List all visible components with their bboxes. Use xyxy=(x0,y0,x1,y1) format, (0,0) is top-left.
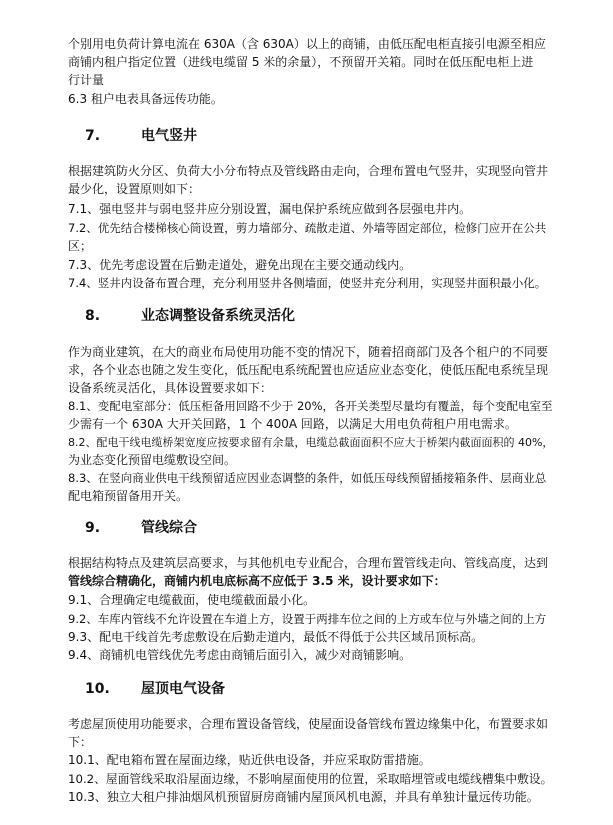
section-8-heading xyxy=(0,306,613,326)
intro-line-2: 商铺内租户指定位置（进线电缆留 5 米的余量），不预留开关箱。同时在低压配电柜上进 xyxy=(68,55,534,69)
section-10-para-line-1: 考虑屋顶使用功能要求，合理布置设备管线，使屋面设备管线布置边缘集中化，布置要求如 xyxy=(68,717,549,731)
intro-item-6-3: 6.3 租户电表具备远传功能。 xyxy=(68,92,223,106)
section-7-number: 7. xyxy=(85,128,101,144)
section-8-para-line-1: 作为商业建筑，在大的商业布局使用功能不变的情况下，随着招商部门及各个租户的不同要 xyxy=(68,345,549,359)
section-9-item-2: 9.2、车库内管线不允许设置在车道上方，设置于两排车位之间的上方或车位与外墙之间的上方 xyxy=(68,612,547,626)
section-10-item-1: 10.1、配电箱布置在屋面边缘，贴近供电设备，并应采取防雷措施。 xyxy=(68,753,431,767)
section-9-heading xyxy=(0,518,613,538)
section-10-title: 屋顶电气设备 xyxy=(141,681,225,697)
section-9-title: 管线综合 xyxy=(141,520,197,536)
section-7-item-2-line-1: 7.2、优先结合楼梯核心筒设置，剪力墙部分、疏散走道、外墙等固定部位，检修门应开在公共 xyxy=(68,221,547,235)
section-9-item-3: 9.3、配电干线首先考虑敷设在后勤走道内，最低不得低于公共区域吊顶标高。 xyxy=(68,630,484,644)
section-8-item-2-line-1: 8.2、配电干线电缆桥架宽度应按要求留有余量，电缆总截面面积不应大于桥架内截面面积的 40%， xyxy=(68,436,554,449)
section-7-item-2-line-2: 区； xyxy=(68,239,93,253)
intro-line-3: 行计量 xyxy=(68,73,105,87)
section-9-para-line-1: 根据结构特点及建筑层高要求，与其他机电专业配合，合理布置管线走向、管线高度，达到 xyxy=(68,556,549,570)
section-7-item-3: 7.3、优先考虑设置在后勤走道处，避免出现在主要交通动线内。 xyxy=(68,258,412,272)
section-9-para-line-2: 管线综合精确化，商铺内机电底标高不应低于 3.5 米，设计要求如下： xyxy=(68,574,446,588)
section-10-para-line-2: 下： xyxy=(68,735,93,749)
section-8-item-3-line-1: 8.3、在竖向商业供电干线预留适应因业态调整的条件，如低压母线预留插接箱条件、层商业总 xyxy=(68,471,547,485)
section-10-number: 10. xyxy=(85,681,110,697)
section-8-item-2-line-2: 为业态变化预留电缆敷设空间。 xyxy=(68,453,237,467)
section-10-heading xyxy=(0,679,613,699)
section-7-title: 电气竖井 xyxy=(141,128,197,144)
section-8-number: 8. xyxy=(85,308,101,324)
section-8-para-line-2: 求，各个业态也随之发生变化，低压配电系统配置也应适应业态变化，使低压配电系统呈现 xyxy=(68,363,549,377)
section-9-item-1: 9.1、合理确定电缆截面，使电缆截面最小化。 xyxy=(68,593,316,607)
section-7-para-line-1: 根据建筑防火分区、负荷大小分布特点及管线路由走向，合理布置电气竖井，实现竖向管井 xyxy=(68,164,549,178)
section-7-item-1: 7.1、强电竖井与弱电竖井应分别设置，漏电保护系统应做到各层强电井内。 xyxy=(68,202,472,216)
section-8-item-1-line-2: 少需有一个 630A 大开关回路，1 个 400A 回路，以满足大用电负荷租户用电需求。 xyxy=(68,417,517,431)
section-7-item-4: 7.4、竖井内设备布置合理，充分利用竖井各侧墙面，使竖井充分利用，实现竖井面积最小化。 xyxy=(68,276,547,290)
section-10-item-2: 10.2、屋面管线采取沿屋面边缘，不影响屋面使用的位置，采取暗埋管或电缆线槽集中敷设。 xyxy=(68,772,553,786)
section-8-title: 业态调整设备系统灵活化 xyxy=(141,308,295,324)
section-9-item-4: 9.4、商铺机电管线优先考虑由商铺后面引入，减少对商铺影响。 xyxy=(68,648,412,662)
section-8-item-1-line-1: 8.1、变配电室部分：低压柜备用回路不少于 20%，各开关类型尽量均有覆盖，每个变配电室至 xyxy=(68,399,553,413)
section-8-item-3-line-2: 配电箱预留备用开关。 xyxy=(68,489,189,503)
section-9-number: 9. xyxy=(85,520,101,536)
section-8-para-line-3: 设备系统灵活化，具体设置要求如下： xyxy=(68,381,273,395)
intro-line-1: 个别用电负荷计算电流在 630A（含 630A）以上的商铺，由低压配电柜直接引电源至相应 xyxy=(68,37,546,51)
section-7-heading xyxy=(0,126,613,146)
section-10-item-3: 10.3、独立大租户排油烟风机预留厨房商铺内屋顶风机电源，并具有单独计量远传功能。 xyxy=(68,790,539,804)
section-7-para-line-2: 最少化，设置原则如下： xyxy=(68,182,201,196)
